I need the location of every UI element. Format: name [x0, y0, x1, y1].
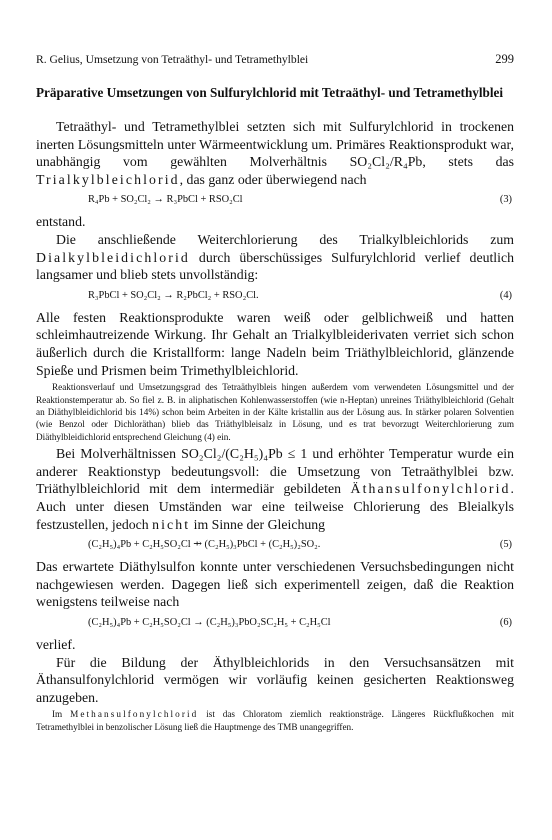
- paragraph: Für die Bildung der Äthylbleichlorids in den Versuchsansätzen mit Äthansulfonylchlorid vermögen wir vorläufig keinen gesicherten Reaktionsweg anzugeben.: [36, 654, 514, 705]
- equation-formula: R₄Pb + SO₂Cl₂ → R₃PbCl + RSO₂Cl: [88, 194, 243, 206]
- equation-number: (4): [499, 289, 512, 301]
- equation-formula: (C₂H₅)₄Pb + C₂H₅SO₂Cl ⇸ (C₂H₅)₃PbCl + (C₂H₅)₂SO₂.: [88, 539, 321, 551]
- small-print-note: Im Methansulfonylchlorid ist das Chloratom ziemlich reaktionsträge. Längeres Rückflußkochen mit Tetramethylblei in benzolischer Lösung ließ die Hauptmenge des TMB unangegriffen.: [36, 709, 514, 732]
- paragraph: Alle festen Reaktionsprodukte waren weiß oder gelblichweiß und hatten schleimhautreizende Wirkung. Ihr Gehalt an Trialkylbleiderivaten verriet sich schon äußerlich durch die Kristallform: lange Nadeln beim Triäthylbleichlorid, glänzende Spieße und Prismen beim Trimethylbleichlorid.: [36, 309, 514, 378]
- equation-formula: R₃PbCl + SO₂Cl₂ → R₂PbCl₂ + RSO₂Cl.: [88, 289, 259, 301]
- paragraph: verlief.: [36, 636, 76, 652]
- equation-4: [36, 289, 514, 303]
- page-number: 299: [495, 52, 514, 66]
- paragraph: Die anschließende Weiterchlorierung des Trialkylbleichlorids zum Dialkylbleidichlorid durch überschüssiges Sulfurylchlorid verlief deutlich langsamer und blieb stets unvollständig:: [36, 231, 514, 283]
- small-print-note: Reaktionsverlauf und Umsetzungsgrad des Tetraäthylbleis hingen außerdem vom verwendeten Lösungsmittel und der Reaktionstemperatur ab. So fiel z. B. in aliphatischen Kohlenwasserstoffen (wie n-Heptan) unreines Triäthylbleichlorid (Gehalt an Diäthylbleidichlorid bis 14%) schon beim Arbeiten in der Kälte kristallin aus der Lösung aus. In stärker polaren Solventien (wie Benzol oder Dichloräthan) blieb das Triäthylbleisalz in Lösung, und es trat bevorzugt Weiterchlorierung zum Diäthylbleidichlorid entsprechend Gleichung (4) ein.: [36, 382, 514, 442]
- body-text: [36, 118, 514, 735]
- paragraph: Bei Molverhältnissen SO₂Cl₂/(C₂H₅)₄Pb ≤ 1 und erhöhter Temperatur wurde ein anderer Reaktionstyp bedeutungsvoll: die Umsetzung von Tetraäthylblei bzw. Triäthylbleichlorid mit dem intermediär gebildeten Äthansulfonylchlorid. Auch unter diesen Umständen war eine teilweise Chlorierung des Bleialkyls festzustellen, jedoch nicht im Sinne der Gleichung: [36, 446, 514, 532]
- paragraph: Das erwartete Diäthylsulfon konnte unter verschiedenen Versuchsbedingungen nicht nachgewiesen werden. Dagegen ließ sich experimentell zeigen, daß die Reaktion wenigstens teilweise nach: [36, 559, 514, 610]
- paragraph: Tetraäthyl- und Tetramethylblei setzten sich mit Sulfurylchlorid in trockenen inerten Lösungsmitteln unter Wärmeentwicklung um. Primäres Reaktionsprodukt war, unabhängig vom gewählten Molverhältnis SO₂Cl₂/R₄Pb, stets das Trialkylbleichlorid, das ganz oder überwiegend nach: [36, 119, 514, 187]
- equation-number: (6): [499, 616, 512, 628]
- equation-number: (3): [499, 194, 512, 206]
- running-title: R. Gelius, Umsetzung von Tetraäthyl- und Tetramethylblei: [36, 53, 309, 66]
- section-title: Präparative Umsetzungen von Sulfurylchlorid mit Tetraäthyl- und Tetramethylblei: [36, 85, 504, 100]
- equation-3: [36, 193, 514, 207]
- running-header: [36, 52, 514, 67]
- equation-number: (5): [499, 539, 512, 551]
- equation-6: [36, 616, 514, 630]
- paragraph: entstand.: [36, 214, 86, 230]
- equation-5: [36, 538, 514, 552]
- equation-formula: (C₂H₅)₄Pb + C₂H₅SO₂Cl → (C₂H₅)₃PbO₂SC₂H₅ + C₂H₅Cl: [88, 616, 331, 628]
